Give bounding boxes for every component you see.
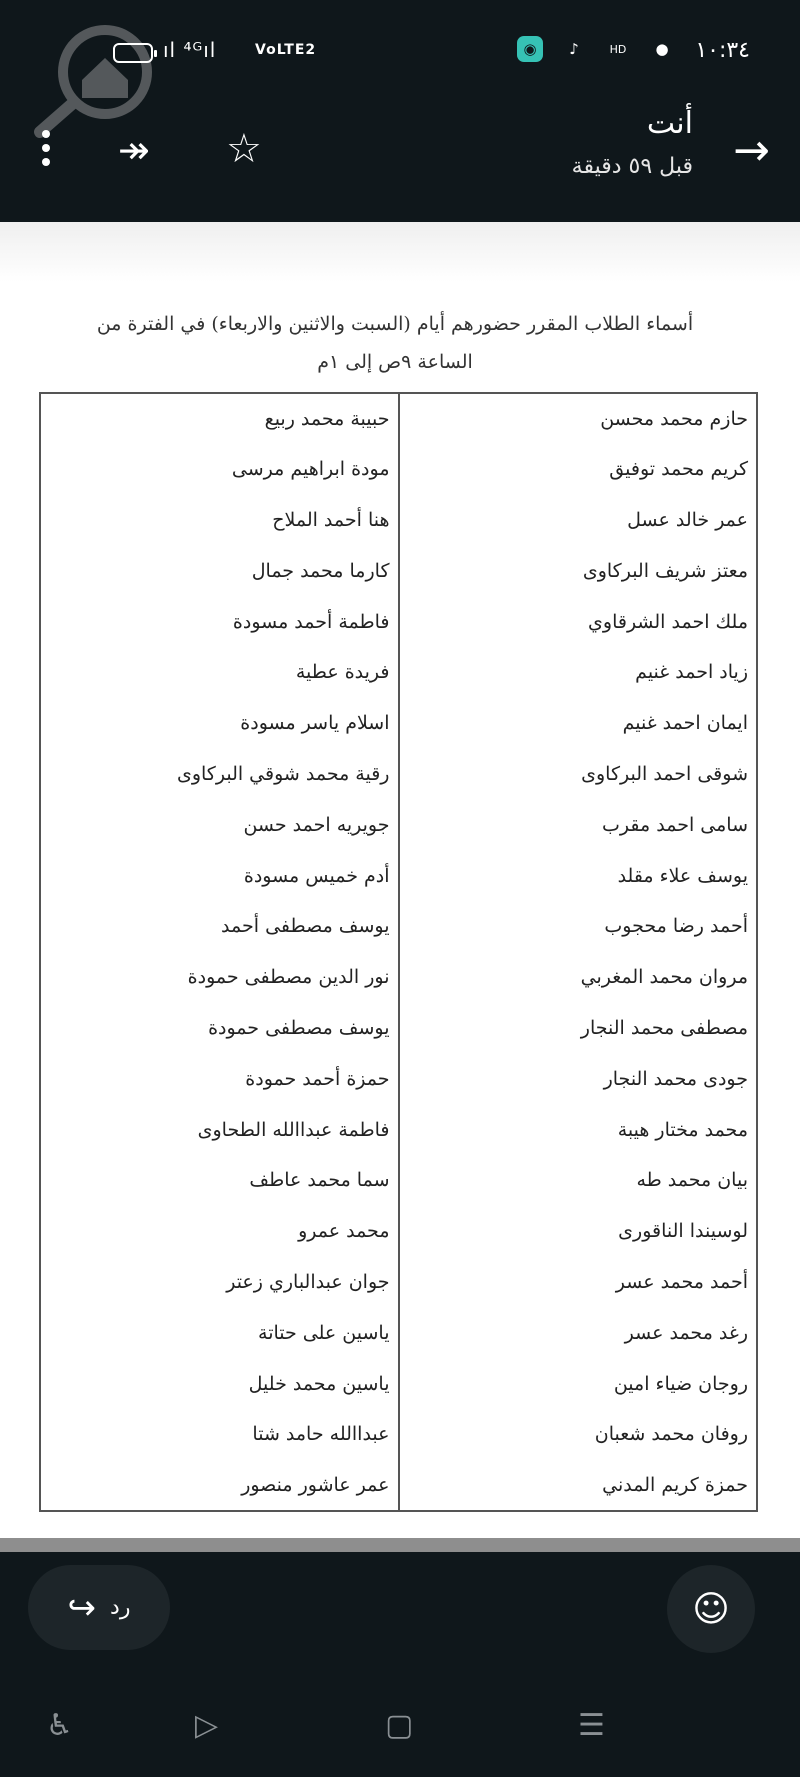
name-cell-left: فاطمة أحمد مسودة (232, 610, 390, 633)
home-square-icon[interactable]: ▢ (385, 1708, 414, 1743)
table-row (40, 850, 757, 901)
name-cell-left: جوان عبدالباري زعتر (226, 1270, 390, 1293)
table-row (40, 952, 757, 1003)
name-cell-left: مودة ابراهيم مرسى (231, 458, 390, 481)
name-cell-left: نور الدين مصطفى حمودة (187, 966, 390, 989)
reply-arrow-icon: ↪ (67, 1587, 97, 1628)
name-cell-left: حمزة أحمد حمودة (245, 1067, 390, 1090)
notification-icons (517, 36, 675, 62)
name-cell-right: سامى احمد مقرب (399, 799, 758, 850)
name-cell-left: فريدة عطية (295, 661, 390, 684)
table-row (40, 698, 757, 749)
name-cell-left: فاطمة عبداالله الطحاوى (197, 1118, 390, 1141)
name-cell-left: عمر عاشور منصور (241, 1473, 390, 1496)
hd-icon: HD (609, 42, 627, 56)
back-arrow-icon[interactable]: → (733, 125, 770, 176)
document-heading: أسماء الطلاب المقرر حضورهم أيام (السبت والاثنين والاربعاء) في الفترة من الساعة ٩ص إلى ١م (96, 313, 694, 373)
table-row (40, 393, 757, 444)
name-cell-left: رقية محمد شوقي البركاوى (176, 762, 390, 785)
name-cell-left: هنا أحمد الملاح (272, 508, 390, 531)
signal-icon: ıl ⁴ᴳıl (163, 38, 217, 62)
star-icon[interactable]: ☆ (226, 126, 262, 172)
name-cell-right: روجان ضياء امين (399, 1358, 758, 1409)
name-cell-left: عبداالله حامد شتا (252, 1423, 390, 1446)
location-icon: ● (655, 40, 669, 58)
name-cell-right: بيان محمد طه (399, 1155, 758, 1206)
name-cell-right: جودى محمد النجار (399, 1053, 758, 1104)
table-row (40, 647, 757, 698)
chat-bubble-icon: ◉ (517, 36, 543, 62)
name-cell-left: حبيبة محمد ربيع (264, 407, 390, 430)
status-image (0, 222, 800, 1538)
name-cell-right: ملك احمد الشرقاوي (399, 596, 758, 647)
table-row (40, 1307, 757, 1358)
name-cell-right: كريم محمد توفيق (399, 444, 758, 495)
name-cell-right: حازم محمد محسن (399, 393, 758, 444)
reply-button[interactable] (28, 1565, 170, 1650)
name-cell-left: ياسين محمد خليل (248, 1372, 390, 1395)
smiley-icon: ☺ (692, 1588, 730, 1630)
status-viewer-header (0, 100, 800, 210)
forward-icon[interactable]: ↠ (118, 128, 150, 172)
name-cell-right: عمر خالد عسل (399, 495, 758, 546)
name-cell-left: كارما محمد جمال (251, 559, 390, 582)
name-cell-left: جويريه احمد حسن (243, 813, 390, 836)
name-cell-right: زياد احمد غنيم (399, 647, 758, 698)
reply-label: رد (110, 1595, 131, 1620)
name-cell-right: حمزة كريم المدني (399, 1460, 758, 1511)
name-cell-right: ايمان احمد غنيم (399, 698, 758, 749)
name-cell-right: يوسف علاء مقلد (399, 850, 758, 901)
name-cell-right: أحمد رضا محجوب (399, 901, 758, 952)
table-row (40, 495, 757, 546)
table-row (40, 1206, 757, 1257)
name-cell-right: روفان محمد شعبان (399, 1409, 758, 1460)
table-row (40, 444, 757, 495)
name-cell-right: محمد مختار هيبة (399, 1104, 758, 1155)
table-row (40, 596, 757, 647)
tiktok-icon: ♪ (569, 40, 579, 58)
table-row (40, 1053, 757, 1104)
table-row (40, 1003, 757, 1054)
assistant-triangle-icon[interactable]: ▷ (195, 1708, 219, 1743)
table-row (40, 799, 757, 850)
emoji-reaction-button[interactable] (667, 1565, 755, 1653)
name-cell-left: يوسف مصطفى أحمد (221, 915, 390, 938)
system-nav-bar (0, 1680, 800, 1777)
name-cell-left: يوسف مصطفى حمودة (208, 1016, 390, 1039)
table-row (40, 1460, 757, 1511)
battery-icon (113, 43, 153, 63)
table-row (40, 1409, 757, 1460)
clock: ١٠:٣٤ (695, 38, 750, 63)
table-row (40, 1155, 757, 1206)
name-cell-right: شوقى احمد البركاوى (399, 749, 758, 800)
more-options-icon[interactable] (42, 130, 50, 170)
volte-icon: VoLTE2 (255, 42, 317, 58)
name-cell-right: مروان محمد المغربي (399, 952, 758, 1003)
name-cell-left: سما محمد عاطف (249, 1169, 390, 1192)
name-cell-right: معتز شريف البركاوى (399, 545, 758, 596)
name-cell-left: اسلام ياسر مسودة (240, 712, 390, 735)
user-name: أنت (646, 106, 693, 141)
status-bar (0, 0, 800, 100)
student-names-table (39, 392, 758, 1512)
name-cell-right: أحمد محمد عسر (399, 1257, 758, 1308)
recents-menu-icon[interactable]: ☰ (578, 1708, 605, 1743)
name-cell-left: أدم خميس مسودة (243, 864, 390, 887)
table-row (40, 1358, 757, 1409)
accessibility-icon[interactable]: ♿ (46, 1708, 73, 1743)
table-row (40, 749, 757, 800)
name-cell-right: لوسيندا الناقورى (399, 1206, 758, 1257)
name-cell-right: رغد محمد عسر (399, 1307, 758, 1358)
post-timestamp: قبل ٥٩ دقيقة (571, 154, 693, 179)
table-row (40, 545, 757, 596)
name-cell-left: محمد عمرو (298, 1220, 390, 1243)
table-row (40, 1257, 757, 1308)
name-cell-left: ياسين على حتاتة (258, 1321, 390, 1344)
table-row (40, 1104, 757, 1155)
name-cell-right: مصطفى محمد النجار (399, 1003, 758, 1054)
table-row (40, 901, 757, 952)
